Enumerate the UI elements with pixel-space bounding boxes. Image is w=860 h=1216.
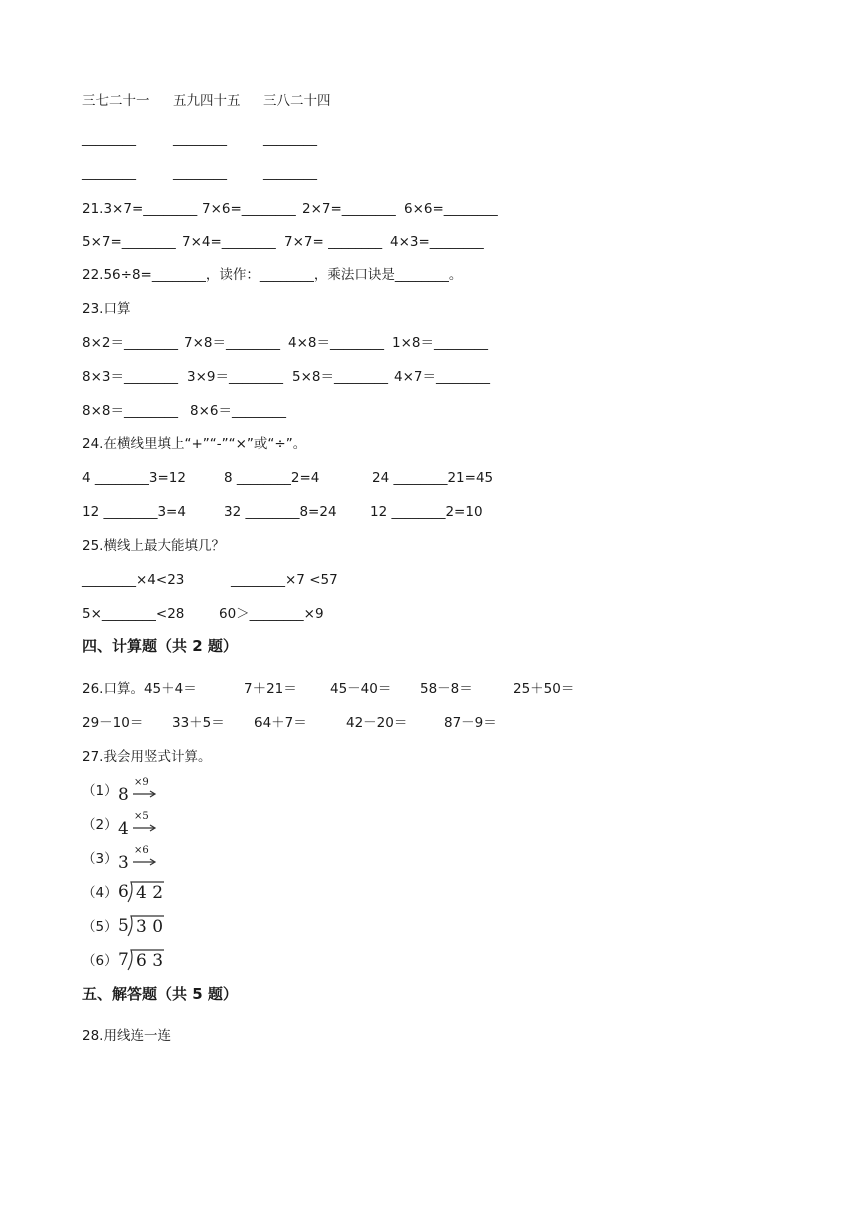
q21-item[interactable]: 21.3×7=________ <box>82 201 198 217</box>
q26-item[interactable]: 87－9＝ <box>444 715 497 731</box>
q26-item[interactable]: 45－40＝ <box>330 681 392 697</box>
answer-blank[interactable]: ________ <box>263 165 317 181</box>
q21-item[interactable]: 7×7= ________ <box>284 234 383 250</box>
item-label: （6） <box>82 953 118 969</box>
q26-item[interactable]: 7＋21＝ <box>244 681 297 697</box>
q23-item[interactable]: 8×3＝________ <box>82 369 178 385</box>
q24-item[interactable]: 12 ________3=4 <box>82 504 186 520</box>
koujue-item: 三七二十一 <box>82 93 150 109</box>
right-arrow-icon <box>132 789 158 799</box>
question-title: 23.口算 <box>82 301 131 317</box>
multiplicand: 3 <box>118 853 129 873</box>
dividend: 6 3 <box>136 951 164 971</box>
q21-item[interactable]: 6×6=________ <box>404 201 498 217</box>
q23-item[interactable]: 4×7＝________ <box>394 369 490 385</box>
divisor: 5 <box>118 916 129 936</box>
item-label: （1） <box>82 783 118 799</box>
dividend: 4 2 <box>136 883 164 903</box>
q26-item[interactable]: 58－8＝ <box>420 681 473 697</box>
right-arrow-icon <box>132 823 158 833</box>
q21-item[interactable]: 7×6=________ <box>202 201 296 217</box>
answer-blank[interactable]: ________ <box>263 131 317 147</box>
multiplier-label: ×5 <box>134 811 149 822</box>
q26-item[interactable]: 42－20＝ <box>346 715 408 731</box>
question-title: 24.在横线里填上“+”“-”“×”或“÷”。 <box>82 436 307 452</box>
koujue-item: 五九四十五 <box>173 93 241 109</box>
q24-item[interactable]: 8 ________2=4 <box>224 470 320 486</box>
q25-item[interactable]: 5×________<28 <box>82 606 185 622</box>
right-arrow-icon <box>132 857 158 867</box>
q21-item[interactable]: 4×3=________ <box>390 234 484 250</box>
q24-item[interactable]: 32 ________8=24 <box>224 504 337 520</box>
answer-blank[interactable]: ________ <box>173 165 227 181</box>
q26-item[interactable]: 25＋50＝ <box>513 681 575 697</box>
divisor: 6 <box>118 882 129 902</box>
q23-item[interactable]: 8×2＝________ <box>82 335 178 351</box>
question-title: 25.横线上最大能填几？ <box>82 538 225 554</box>
koujue-item: 三八二十四 <box>263 93 331 109</box>
q23-item[interactable]: 8×8＝________ <box>82 403 178 419</box>
q21-item[interactable]: 7×4=________ <box>182 234 276 250</box>
answer-blank[interactable]: ________ <box>173 131 227 147</box>
multiplicand: 8 <box>118 785 129 805</box>
multiplier-label: ×9 <box>134 777 149 788</box>
q23-item[interactable]: 4×8＝________ <box>288 335 384 351</box>
q25-item[interactable]: 60＞________×9 <box>219 606 324 622</box>
divisor: 7 <box>118 950 129 970</box>
item-label: （5） <box>82 919 118 935</box>
q26-item[interactable]: 26.口算。45＋4＝ <box>82 681 197 697</box>
q23-item[interactable]: 5×8＝________ <box>292 369 388 385</box>
section-5-title: 五、解答题（共 5 题） <box>82 985 238 1003</box>
answer-blank[interactable]: ________ <box>82 165 136 181</box>
q26-item[interactable]: 64＋7＝ <box>254 715 307 731</box>
q22-text[interactable]: 22.56÷8=________，读作：________，乘法口诀是________。 <box>82 267 463 283</box>
q24-item[interactable]: 12 ________2=10 <box>370 504 483 520</box>
q21-item[interactable]: 5×7=________ <box>82 234 176 250</box>
q24-item[interactable]: 24 ________21=45 <box>372 470 494 486</box>
answer-blank[interactable]: ________ <box>82 131 136 147</box>
multiplier-label: ×6 <box>134 845 149 856</box>
q23-item[interactable]: 7×8＝________ <box>184 335 280 351</box>
q23-item[interactable]: 1×8＝________ <box>392 335 488 351</box>
q25-item[interactable]: ________×4<23 <box>82 572 185 588</box>
q26-item[interactable]: 29－10＝ <box>82 715 144 731</box>
question-title: 27.我会用竖式计算。 <box>82 749 212 765</box>
dividend: 3 0 <box>136 917 164 937</box>
item-label: （3） <box>82 851 118 867</box>
section-4-title: 四、计算题（共 2 题） <box>82 637 238 655</box>
question-title: 28.用线连一连 <box>82 1028 171 1044</box>
q23-item[interactable]: 8×6＝________ <box>190 403 286 419</box>
q26-item[interactable]: 33＋5＝ <box>172 715 225 731</box>
multiplicand: 4 <box>118 819 129 839</box>
q24-item[interactable]: 4 ________3=12 <box>82 470 186 486</box>
item-label: （2） <box>82 817 118 833</box>
item-label: （4） <box>82 885 118 901</box>
q25-item[interactable]: ________×7 <57 <box>231 572 338 588</box>
q21-item[interactable]: 2×7=________ <box>302 201 396 217</box>
q23-item[interactable]: 3×9＝________ <box>187 369 283 385</box>
